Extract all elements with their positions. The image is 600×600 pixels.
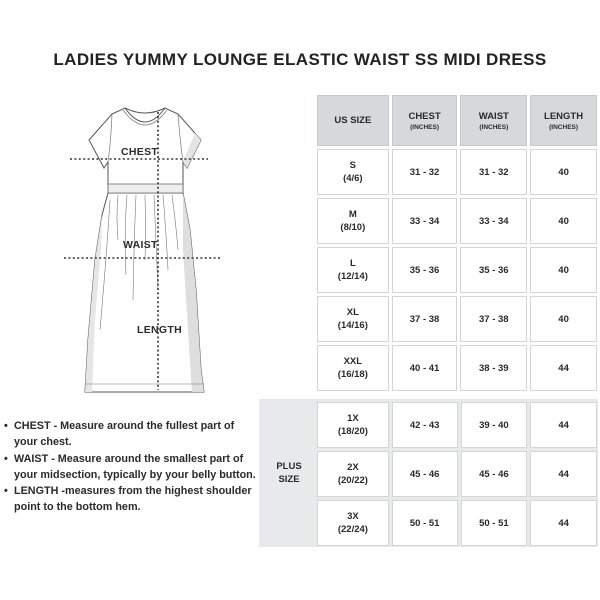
table-row [317,500,597,546]
chest-label: CHEST [121,146,159,158]
waist-cell: 33 - 34 [460,198,527,244]
size-cell: 3X (22/24) [317,500,389,546]
length-cell: 40 [530,198,597,244]
table-row [317,451,597,497]
chest-cell: 45 - 46 [392,451,458,497]
table-row [317,198,597,244]
chest-cell: 35 - 36 [392,247,458,293]
length-cell: 40 [530,296,597,342]
chest-cell: 37 - 38 [392,296,458,342]
size-cell: 1X (18/20) [317,402,389,448]
size-cell: XL (14/16) [317,296,389,342]
note-chest: • CHEST - Measure around the fullest part of your chest. [4,420,235,449]
length-cell: 40 [530,247,597,293]
waist-cell: 35 - 36 [460,247,527,293]
header-waist: WAIST (INCHES) [460,95,527,146]
length-cell: 44 [530,345,597,391]
note-length: • LENGTH -measures from the highest shoulder point to the bottom hem. [4,485,252,514]
chest-cell: 33 - 34 [392,198,458,244]
waist-cell: 31 - 32 [460,149,527,195]
chest-cell: 42 - 43 [392,402,458,448]
chest-cell: 31 - 32 [392,149,458,195]
chest-cell: 40 - 41 [392,345,458,391]
length-cell: 44 [530,402,597,448]
waist-cell: 45 - 46 [461,451,528,497]
size-cell: S (4/6) [317,149,389,195]
size-cell: L (12/14) [317,247,389,293]
size-cell: M (8/10) [317,198,389,244]
header-us-size: US SIZE [317,95,389,146]
table-row [317,345,597,391]
table-row [317,149,597,195]
size-cell: 2X (20/22) [317,451,389,497]
header-length: LENGTH (INCHES) [530,95,597,146]
plus-size-label: PLUS SIZE [276,461,302,485]
waist-cell: 39 - 40 [461,402,528,448]
waist-label: WAIST [123,239,158,251]
measurement-notes [4,418,260,516]
length-cell: 44 [530,500,597,546]
table-header-row [317,95,597,146]
table-row [317,402,597,448]
waist-cell: 37 - 38 [460,296,527,342]
waist-cell: 50 - 51 [461,500,528,546]
length-cell: 40 [530,149,597,195]
header-chest: CHEST (INCHES) [392,95,458,146]
waist-band [108,184,183,193]
size-table [314,92,600,394]
note-waist: • WAIST - Measure around the smallest part of your midsection, typically by your belly button. [4,452,256,481]
size-cell: XXL (16/18) [317,345,389,391]
table-row [317,296,597,342]
page-title: LADIES YUMMY LOUNGE ELASTIC WAIST SS MIDI DRESS [53,50,547,69]
waist-cell: 38 - 39 [460,345,527,391]
chest-cell: 50 - 51 [392,500,458,546]
length-cell: 44 [530,451,597,497]
plus-size-table [314,399,600,549]
table-row [317,247,597,293]
length-label: LENGTH [137,324,182,336]
